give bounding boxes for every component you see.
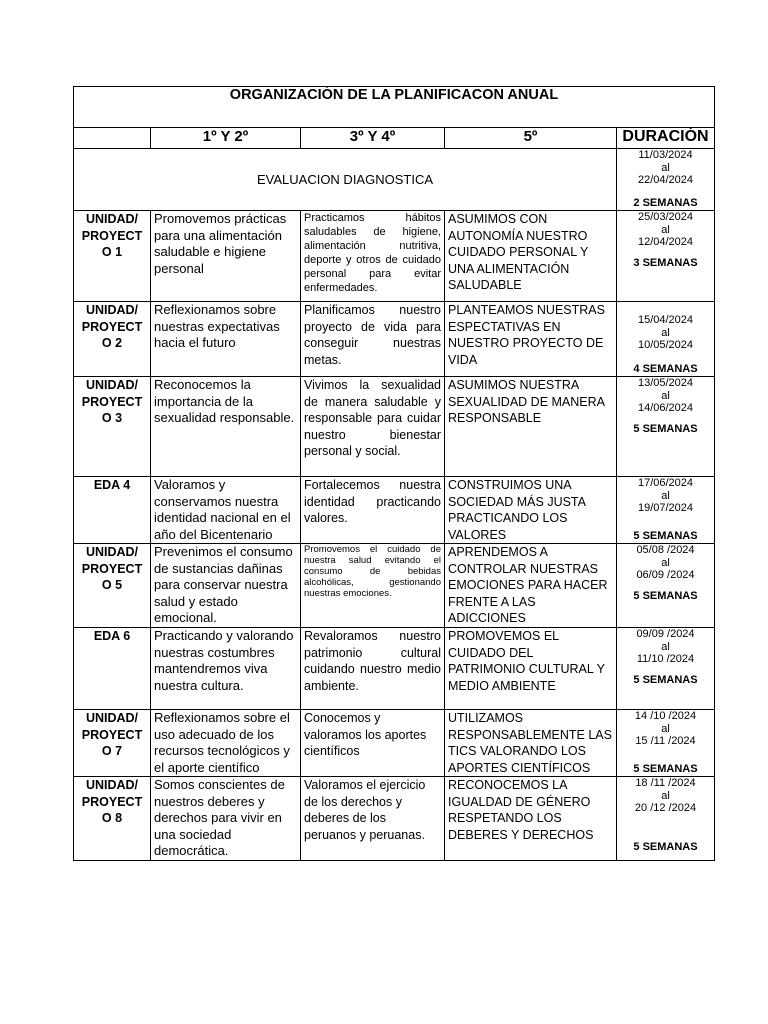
date-from: 25/03/2024	[637, 211, 694, 223]
date-to: 10/05/2024	[637, 339, 694, 351]
grade-5-cell: PROMOVEMOS EL CUIDADO DEL PATRIMONIO CULTURAL Y MEDIO AMBIENTE	[445, 628, 617, 710]
grade-5-cell: CONSTRUIMOS UNA SOCIEDAD MÁS JUSTA PRACTICANDO LOS VALORES	[445, 477, 617, 544]
date-to: 20 /12 /2024	[634, 802, 697, 814]
date-from: 17/06/2024	[637, 477, 694, 489]
date-from: 11/03/2024	[638, 149, 693, 161]
table-row	[74, 544, 715, 628]
date-to: 19/07/2024	[637, 502, 694, 514]
duration-cell	[617, 710, 715, 777]
header-empty	[74, 128, 151, 149]
header-grade-5: 5º	[445, 128, 617, 149]
weeks-count: 5 SEMANAS	[633, 589, 698, 602]
unit-label: UNIDAD/ PROYECT O 5	[74, 544, 151, 628]
duration-cell	[617, 211, 715, 302]
date-al: al	[661, 489, 670, 502]
date-al: al	[661, 389, 670, 402]
date-to: 12/04/2024	[637, 236, 694, 248]
grades-3-4-cell: Planificamos nuestro proyecto de vida para conseguir nuestras metas.	[301, 302, 445, 377]
table-row	[74, 628, 715, 710]
grades-1-2-cell: Reflexionamos sobre nuestras expectativas hacia el futuro	[151, 302, 301, 377]
grades-1-2-cell: Reconocemos la importancia de la sexualidad responsable.	[151, 377, 301, 477]
grade-5-cell: RECONOCEMOS LA IGUALDAD DE GÉNERO RESPETANDO LOS DEBERES Y DERECHOS	[445, 777, 617, 861]
date-to: 06/09 /2024	[636, 569, 695, 581]
grades-3-4-cell: Vivimos la sexualidad de manera saludable y responsable para cuidar nuestro bienestar personal y social.	[301, 377, 445, 477]
date-al: al	[661, 556, 670, 569]
unit-label: EDA 6	[74, 628, 151, 710]
grades-1-2-cell: Prevenimos el consumo de sustancias dañinas para conservar nuestra salud y estado emocional.	[151, 544, 301, 628]
date-from: 05/08 /2024	[636, 544, 695, 556]
table-title: ORGANIZACIÓN DE LA PLANIFICACON ANUAL	[74, 87, 715, 128]
table-row	[74, 302, 715, 377]
date-from: 13/05/2024	[637, 377, 694, 389]
grades-3-4-cell: Fortalecemos nuestra identidad practicando valores.	[301, 477, 445, 544]
duration-cell	[617, 628, 715, 710]
grades-3-4-cell: Revaloramos nuestro patrimonio cultural cuidando nuestro medio ambiente.	[301, 628, 445, 710]
grades-1-2-cell: Promovemos prácticas para una alimentación saludable e higiene personal	[151, 211, 301, 302]
table-row	[74, 477, 715, 544]
table-row	[74, 211, 715, 302]
weeks-count: 5 SEMANAS	[633, 841, 698, 853]
duration-cell	[617, 477, 715, 544]
duration-cell	[617, 377, 715, 477]
date-al: al	[661, 326, 670, 339]
header-grades-3-4: 3º Y 4º	[301, 128, 445, 149]
date-al: al	[661, 223, 670, 236]
weeks-count: 4 SEMANAS	[633, 362, 698, 375]
grades-1-2-cell: Somos conscientes de nuestros deberes y derechos para vivir en una sociedad democrática.	[151, 777, 301, 861]
weeks-count: 5 SEMANAS	[633, 762, 698, 775]
date-from: 14 /10 /2024	[634, 710, 697, 722]
grade-5-cell: UTILIZAMOS RESPONSABLEMENTE LAS TICS VALORANDO LOS APORTES CIENTÍFICOS	[445, 710, 617, 777]
weeks-count: 5 SEMANAS	[633, 529, 698, 542]
grades-3-4-cell: Valoramos el ejercicio de los derechos y deberes de los peruanos y peruanas.	[301, 777, 445, 861]
grade-5-cell: ASUMIMOS CON AUTONOMÍA NUESTRO CUIDADO PERSONAL Y UNA ALIMENTACIÓN SALUDABLE	[445, 211, 617, 302]
unit-label: UNIDAD/ PROYECT O 7	[74, 710, 151, 777]
duration-cell	[617, 777, 715, 861]
weeks-count: 3 SEMANAS	[633, 256, 698, 269]
unit-label: UNIDAD/ PROYECT O 1	[74, 211, 151, 302]
unit-label: UNIDAD/ PROYECT O 8	[74, 777, 151, 861]
diagnostic-label: EVALUACION DIAGNOSTICA	[74, 149, 617, 211]
header-grades-1-2: 1º Y 2º	[151, 128, 301, 149]
date-al: al	[661, 722, 670, 735]
date-al: al	[661, 161, 670, 174]
header-duration: DURACIÓN	[617, 128, 715, 149]
diagnostic-row	[74, 149, 715, 211]
date-to: 14/06/2024	[637, 402, 694, 414]
grade-5-cell: APRENDEMOS A CONTROLAR NUESTRAS EMOCIONES PARA HACER FRENTE A LAS ADICCIONES	[445, 544, 617, 628]
weeks-count: 2 SEMANAS	[633, 196, 698, 209]
unit-label: UNIDAD/ PROYECT O 3	[74, 377, 151, 477]
date-to: 15 /11 /2024	[635, 735, 696, 747]
duration-cell	[617, 544, 715, 628]
grades-3-4-cell: Conocemos y valoramos los aportes científicos	[301, 710, 445, 777]
header-row	[74, 128, 715, 149]
grades-3-4-cell: Practicamos hábitos saludables de higiene, alimentación nutritiva, deporte y otros de cuidado personal para evitar enfermedades.	[301, 211, 445, 302]
date-from: 18 /11 /2024	[635, 777, 696, 789]
table-row	[74, 710, 715, 777]
grade-5-cell: ASUMIMOS NUESTRA SEXUALIDAD DE MANERA RESPONSABLE	[445, 377, 617, 477]
grades-3-4-cell: Promovemos el cuidado de nuestra salud evitando el consumo de bebidas alcohólicas, gestionando nuestras emociones.	[301, 544, 445, 628]
unit-label: UNIDAD/ PROYECT O 2	[74, 302, 151, 377]
date-to: 22/04/2024	[637, 174, 694, 186]
grades-1-2-cell: Valoramos y conservamos nuestra identidad nacional en el año del Bicentenario	[151, 477, 301, 544]
title-row	[74, 87, 715, 128]
date-al: al	[661, 789, 670, 802]
table-row	[74, 777, 715, 861]
weeks-count: 5 SEMANAS	[633, 422, 698, 435]
date-to: 11/10 /2024	[636, 653, 695, 665]
table-row	[74, 377, 715, 477]
duration-cell	[617, 302, 715, 377]
date-from: 09/09 /2024	[636, 628, 695, 640]
grades-1-2-cell: Practicando y valorando nuestras costumbres mantendremos viva nuestra cultura.	[151, 628, 301, 710]
date-from: 15/04/2024	[637, 314, 694, 326]
annual-planning-table	[73, 86, 715, 861]
duration-cell	[617, 149, 715, 211]
grades-1-2-cell: Reflexionamos sobre el uso adecuado de los recursos tecnológicos y el aporte científico	[151, 710, 301, 777]
grade-5-cell: PLANTEAMOS NUESTRAS ESPECTATIVAS EN NUESTRO PROYECTO DE VIDA	[445, 302, 617, 377]
weeks-count: 5 SEMANAS	[633, 673, 698, 686]
unit-label: EDA 4	[74, 477, 151, 544]
date-al: al	[661, 640, 670, 653]
